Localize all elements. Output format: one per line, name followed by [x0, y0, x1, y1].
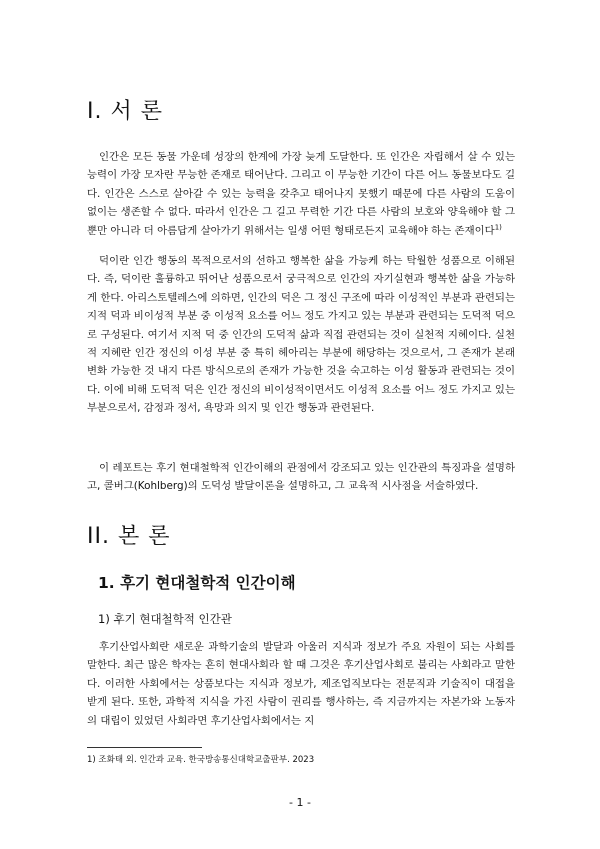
paragraph-4: 후기산업사회란 새로운 과학기술의 발달과 아울러 지식과 정보가 주요 자원이 되는 사회를 말한다. 최근 많은 학자는 흔히 현대사회라 할 때 그것은 후기산업사회로 불리는 사회라고 말한다. 이러한 사회에서는 상품보다는 지식과 정보가, 제조업직보다는 전문직과 기술직이 대접을 받게 된다. 또한, 과학적 지식을 가진 사람이 권리를 행사하는, 즉 지금까지는 자본가와 노동자의 대립이 있었던 사회라면 후기산업사회에서는 지	[87, 641, 515, 727]
paragraph-1	[87, 148, 515, 240]
section-heading-1: 1. 후기 현대철학적 인간이해	[98, 574, 296, 592]
footnote-reference[interactable]: 1)	[494, 223, 502, 232]
paragraph-1-text: 인간은 모든 동물 가운데 성장의 한계에 가장 늦게 도달한다. 또 인간은 자립해서 살 수 있는 능력이 가장 모자란 무능한 존재로 태어난다. 그리고 이 무능한 기간이 다른 어느 동물보다도 길다. 인간은 스스로 살아갈 수 있는 능력을 갖추고 태어나지 못했기 때문에 다른 사람의 도움이 없이는 생존할 수 없다. 따라서 인간은 그 길고 무력한 기간 다른 사람의 보호와 양육해야 할 그뿐만 아니라 더 아름답게 살아가기 위해서는 일생 어떤 형태로든지 교육해야 하는 존재이다	[87, 151, 515, 237]
paragraph-2: 덕이란 인간 행동의 목적으로서의 선하고 행복한 삶을 가능케 하는 탁월한 성품으로 이해된다. 즉, 덕이란 훌륭하고 뛰어난 성품으로서 궁극적으로 인간의 자기실현과 행복한 삶을 가능하게 한다. 아리스토텔레스에 의하면, 인간의 덕은 그 정신 구조에 따라 이성적인 부분과 관련되는 지적 덕과 비이성적 부분 중 이성적 요소를 어느 정도 가지고 있는 부분과 관련되는 도덕적 덕으로 구성된다. 여기서 지적 덕 중 인간의 도덕적 삶과 직접 관련되는 것이 실천적 지혜이다. 실천적 지혜란 인간 정신의 이성 부분 중 특히 헤아리는 부분에 해당하는 것으로서, 그 존재가 본래 변화 가능한 것 내지 다른 방식으로의 존재가 가능한 것을 숙고하는 이성 활동과 관련되는 것이다. 이에 비해 도덕적 덕은 인간 정신의 비이성적이면서도 이성적 요소를 어느 정도 가지고 있는 부분으로서, 감정과 정서, 욕망과 의지 및 인간 행동과 관련된다.	[87, 255, 515, 415]
paragraph-3: 이 레포트는 후기 현대철학적 인간이해의 관점에서 강조되고 있는 인간관의 특징과을 설명하고, 콜버그(Kohlberg)의 도덕성 발달이론을 설명하고, 그 교육적 시사점을 서술하였다.	[87, 462, 515, 493]
page-number: - 1 -	[289, 796, 311, 809]
footnote-divider	[87, 747, 202, 748]
heading-introduction: I. 서 론	[87, 99, 163, 124]
subsection-heading-1: 1) 후기 현대철학적 인간관	[98, 612, 232, 626]
footnote-1: 1) 조화태 외. 인간과 교육. 한국방송통신대학교출판부. 2023	[87, 755, 315, 765]
heading-main-body: II. 본 론	[87, 524, 171, 549]
